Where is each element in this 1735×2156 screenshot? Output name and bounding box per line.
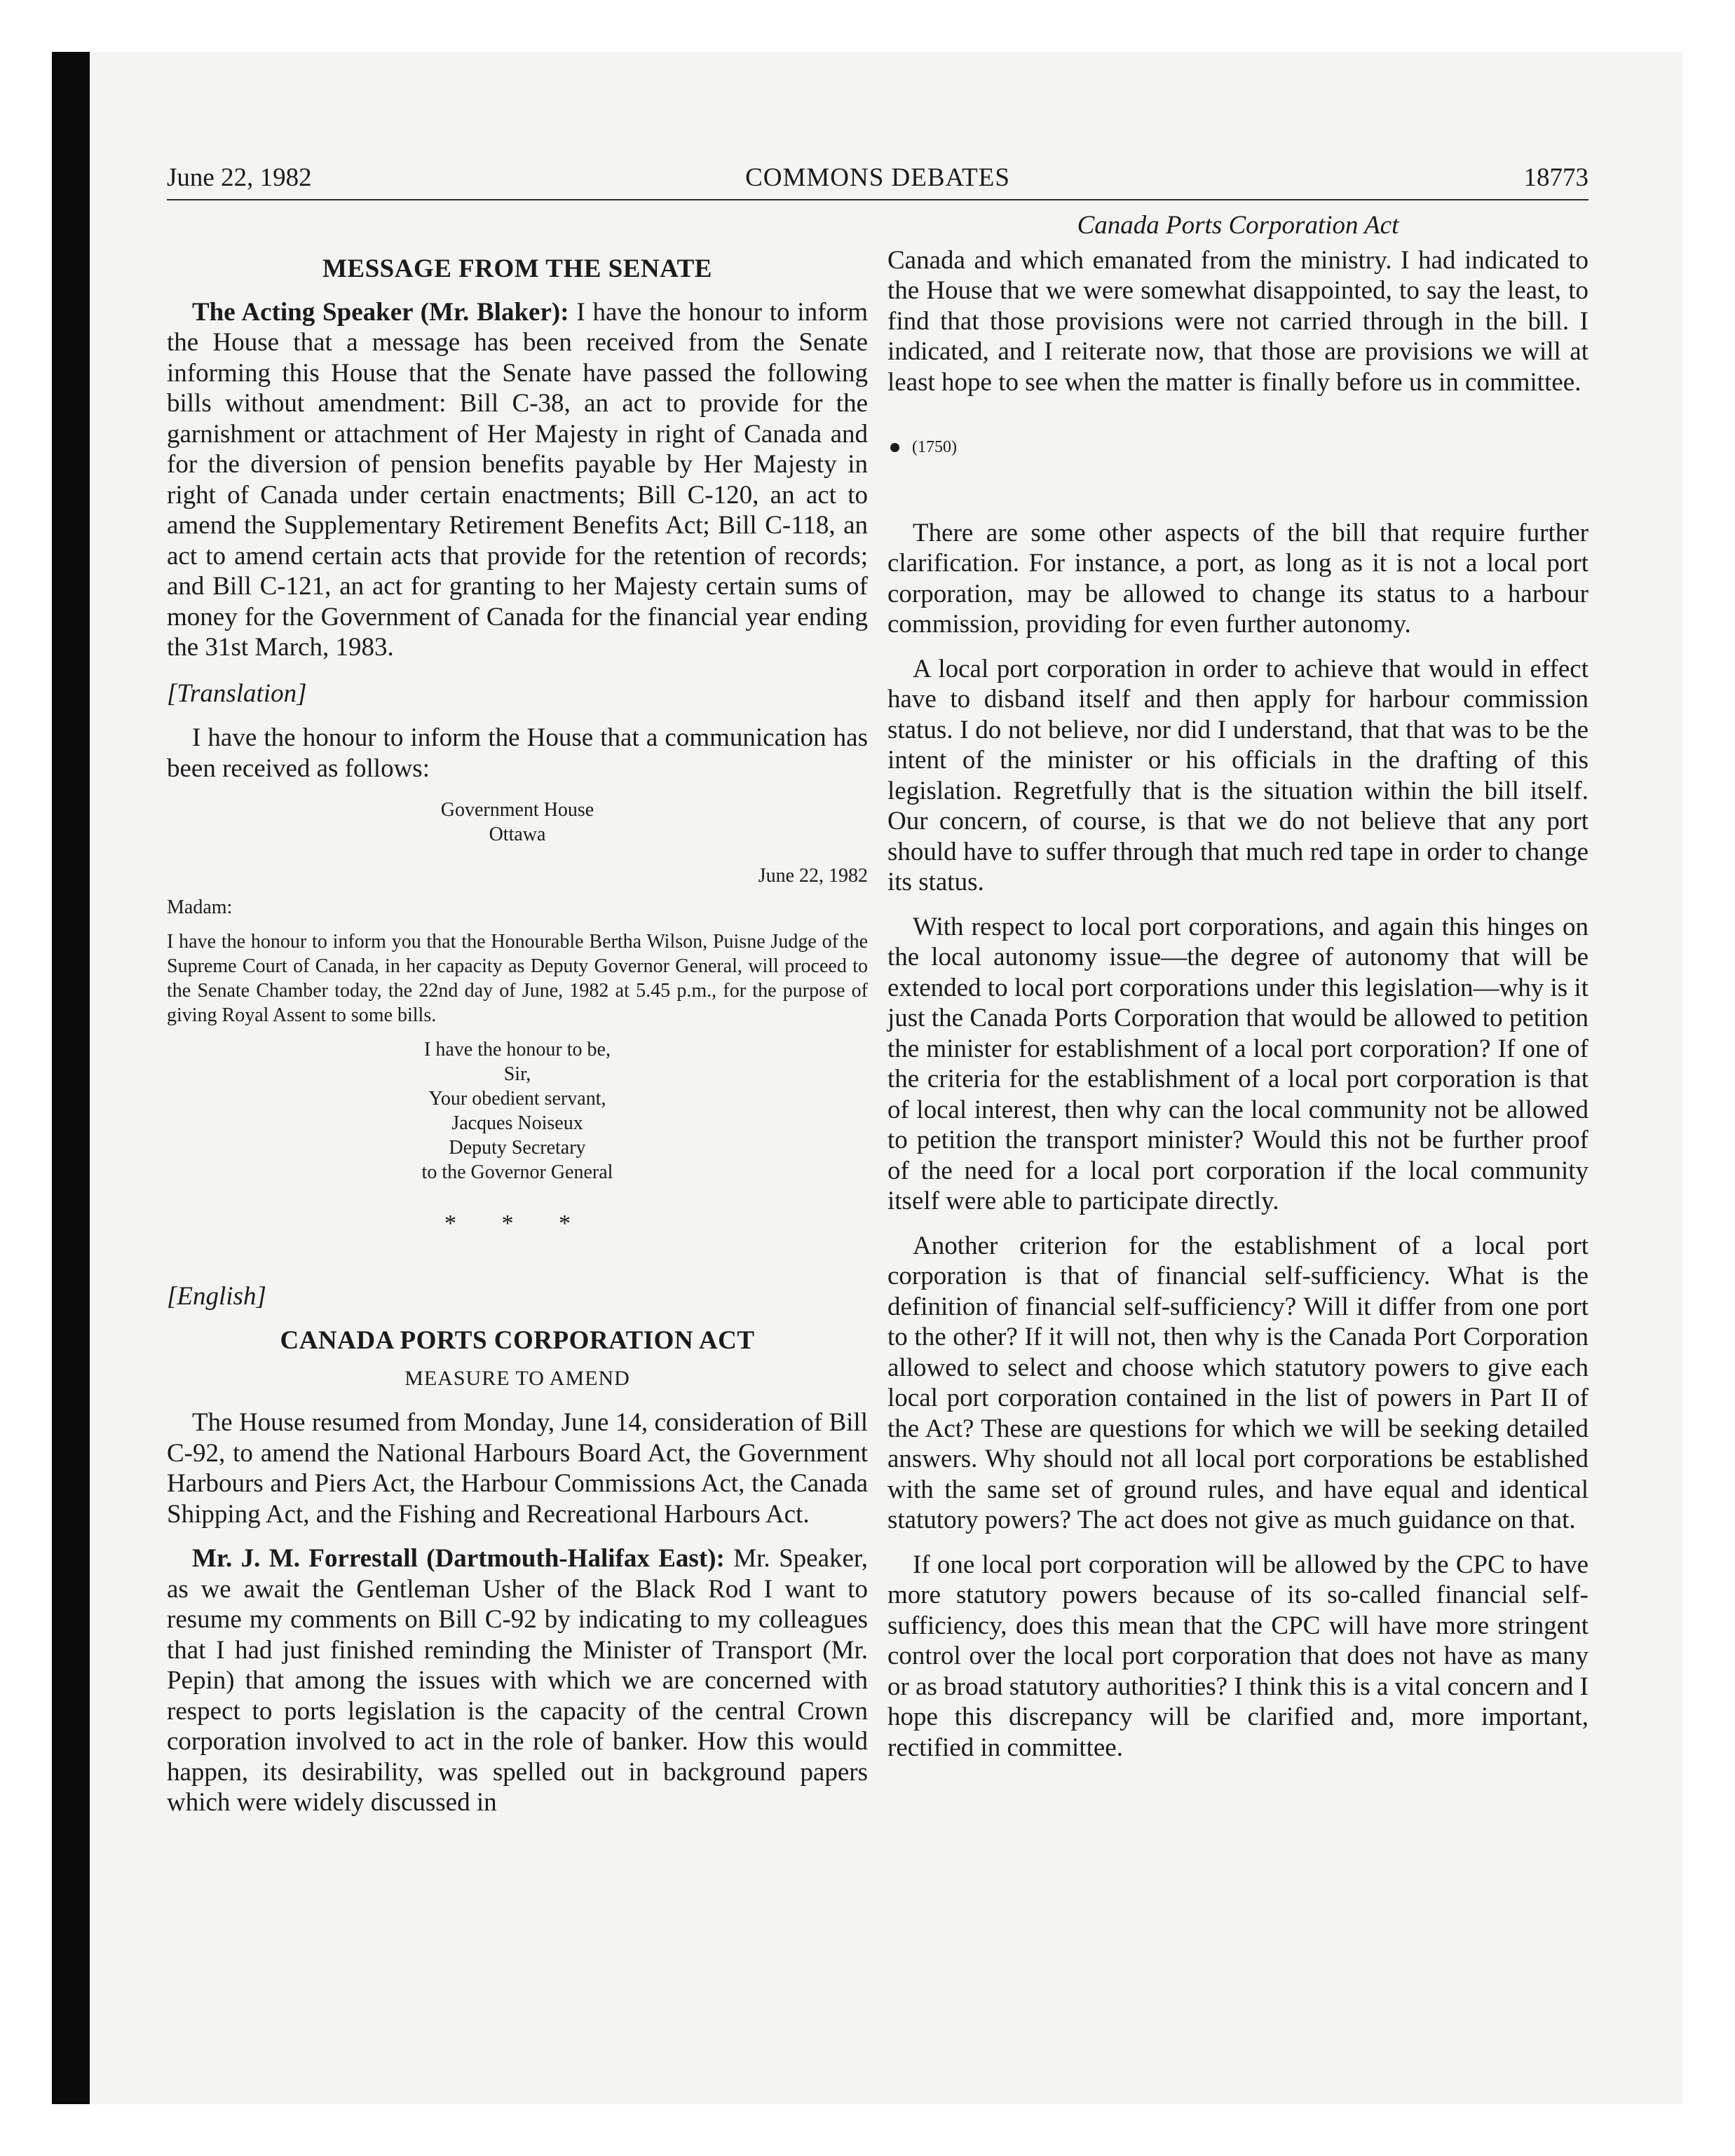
page-number: 18773 — [1523, 163, 1588, 192]
paragraph-house-resumed: The House resumed from Monday, June 14, consideration of Bill C-92, to amend the National Harbours Board Act, the Government Harbours and Piers Act, the Harbour Commissions Act, the Canada Shipping Act, and the Fishing and Recreational Harbours Act. — [167, 1408, 868, 1529]
letter-salutation: Madam: — [167, 896, 233, 918]
translation-label: [Translation] — [167, 678, 307, 708]
letter-closing-line: Sir, — [503, 1063, 531, 1085]
header-title: COMMONS DEBATES — [745, 163, 1010, 192]
bullet-icon — [890, 443, 899, 452]
letter-body: I have the honour to inform you that the Honourable Bertha Wilson, Puisne Judge of the Supreme Court of Canada, in her capacity as Deputy Governor General, will proceed to the Senate Chamber today, the 22nd day of June, 1982 at 5.45 p.m., for the purpose of giving Royal Assent to some bills. — [167, 931, 868, 1026]
paragraph: If one local port corporation will be allowed by the CPC to have more statutory powers because of its so-called financial self-sufficiency, does this mean that the CPC will have more stringent control over the local port corporation that does not have as many or as broad statutory authorities? I think this is a vital concern and I hope this discrepancy will be clarified and, more important, rectified in committee. — [887, 1550, 1588, 1762]
section-divider-stars: * * * — [444, 1210, 590, 1236]
letter-closing-line: Your obedient servant, — [428, 1088, 606, 1110]
letter-address-line: Ottawa — [489, 824, 546, 845]
page-header — [167, 163, 1588, 200]
section-title-senate-message: MESSAGE FROM THE SENATE — [322, 254, 712, 283]
paragraph-forrestall — [167, 1543, 868, 1818]
timestamp-marker — [887, 432, 1588, 463]
speaker-name: Mr. J. M. Forrestall (Dartmouth-Halifax East): — [192, 1544, 725, 1573]
paragraph-text: Mr. Speaker, as we await the Gentleman Usher of the Black Rod I want to resume my comments on Bill C-92 by indicating to my colleagues that I had just finished reminding the Minister of Transport (Mr. Pepin) that among the issues with which we are concerned with respect to ports legislation is the capacity of the central Crown corporation involved to act in the role of banker. How this would happen, its desirability, was spelled out in background papers which were widely discussed in — [167, 1544, 868, 1817]
letter-signer: Jacques Noiseux — [451, 1112, 583, 1134]
letter-signer-title: Deputy Secretary — [449, 1137, 586, 1159]
paragraph-text: I have the honour to inform the House that a message has been received from the Senate informing this House that the Senate have passed the following bills without amendment: Bill C-38, an act to provide for the garnishment or attachment of Her Majesty in right of Canada and for the diversion of pension benefits payable by Her Majesty in right of Canada under certain enactments; Bill C-120, an act to amend the Supplementary Retirement Benefits Act; Bill C-118, an act to amend certain acts that provide for the retention of records; and Bill C-121, an act for granting to her Majesty certain sums of money for the Government of Canada for the financial year ending the 31st March, 1983. — [167, 297, 869, 662]
english-label: [English] — [167, 1281, 266, 1311]
letter-closing-line: I have the honour to be, — [424, 1039, 611, 1060]
timestamp: (1750) — [912, 438, 957, 456]
left-column — [167, 210, 868, 1832]
paragraph: There are some other aspects of the bill that require further clarification. For instance, a port, as long as it is not a local port corporation, may be allowed to change its status to a harbour commission, providing for even further autonomy. — [887, 518, 1588, 639]
paragraph: Another criterion for the establishment of a local port corporation is that of financial self-sufficiency. What is the definition of financial self-sufficiency? Will it differ from one port to the other? If it will not, then why is the Canada Port Corporation allowed to select and choose which statutory powers to give each local port corporation contained in the list of powers in Part II of the Act? These are questions for which we will be seeking detailed answers. Why should not all local port corporations be established with the same set of ground rules, and have equal and identical statutory powers? The act does not give as much guidance on that. — [887, 1231, 1588, 1534]
right-column — [887, 210, 1588, 1777]
section-subtitle: MEASURE TO AMEND — [404, 1366, 630, 1390]
paragraph-acting-speaker — [167, 297, 868, 663]
section-title-ports-act: CANADA PORTS CORPORATION ACT — [280, 1326, 755, 1355]
binding-edge — [52, 52, 90, 2104]
running-head: Canada Ports Corporation Act — [1077, 211, 1399, 240]
speaker-name: The Acting Speaker (Mr. Blaker): — [192, 297, 569, 327]
paragraph: A local port corporation in order to achieve that would in effect have to disband itself and then apply for harbour commission status. I do not believe, nor did I understand, that that was to be the intent of the minister or his officials in the drafting of this legislation. Regretfully that is the situation within the bill itself. Our concern, of course, is that we do not believe that any port should have to suffer through that much red tape in order to change its status. — [887, 654, 1588, 896]
letter-address-line: Government House — [440, 799, 594, 821]
paragraph-communication: I have the honour to inform the House that a communication has been received as follows: — [167, 723, 868, 783]
paragraph: With respect to local port corporations, and again this hinges on the local autonomy issue—the degree of autonomy that will be extended to local port corporations under this legislation—why is it just the Canada Ports Corporation that would be allowed to petition the minister for establishment of a local port corporation? If one of the criteria for the establishment of a local port corporation is that of local interest, then why can the local community not be allowed to petition the transport minister? Would this not be further proof of the need for a local port corporation if the local community itself were able to participate directly. — [887, 912, 1588, 1215]
paragraph-continued: Canada and which emanated from the ministry. I had indicated to the House that we were somewhat disappointed, to say the least, to find that those provisions were not carried through in the bill. I indicated, and I reiterate now, that those are provisions we will at least hope to see when the matter is finally before us in committee. — [887, 245, 1588, 397]
letter-signer-title: to the Governor General — [421, 1161, 613, 1183]
letter — [167, 798, 868, 1185]
letter-date: June 22, 1982 — [758, 865, 868, 887]
header-date: June 22, 1982 — [167, 163, 312, 192]
